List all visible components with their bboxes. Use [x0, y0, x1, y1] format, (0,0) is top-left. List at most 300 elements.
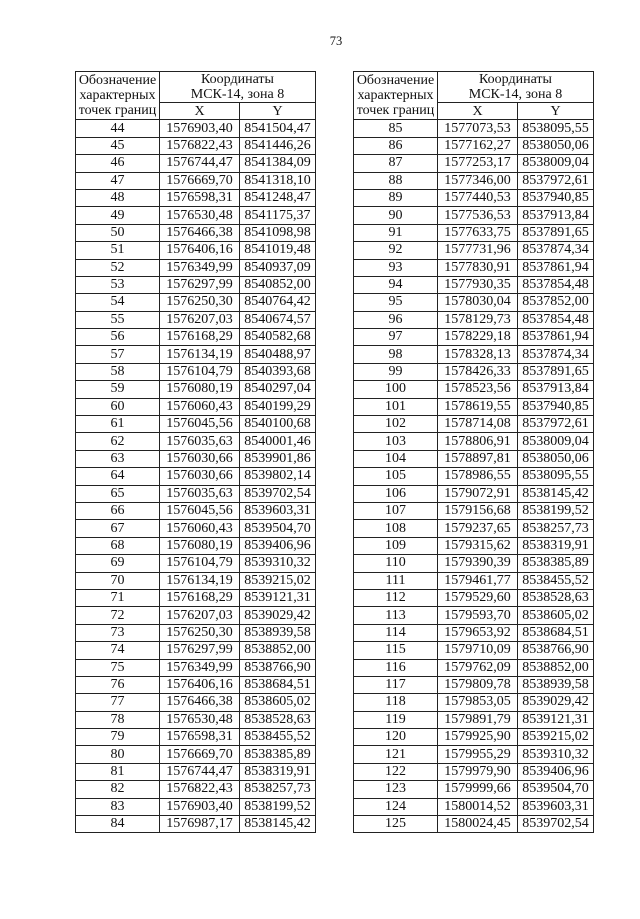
x-cell: 1576349,99 — [160, 259, 240, 276]
header-designation-line-1: Обозначение — [356, 73, 435, 89]
x-cell: 1576080,19 — [160, 381, 240, 398]
x-cell: 1580014,52 — [438, 798, 518, 815]
y-cell: 8538095,55 — [518, 120, 594, 137]
table-row — [76, 694, 316, 711]
y-cell: 8538939,58 — [518, 676, 594, 693]
table-row — [354, 607, 594, 624]
point-number-cell: 123 — [354, 781, 438, 798]
point-number-cell: 73 — [76, 624, 160, 641]
y-cell: 8538528,63 — [240, 711, 316, 728]
x-cell: 1576134,19 — [160, 346, 240, 363]
point-number-cell: 102 — [354, 416, 438, 433]
y-cell: 8539029,42 — [240, 607, 316, 624]
y-cell: 8541019,48 — [240, 242, 316, 259]
y-cell: 8539406,96 — [518, 763, 594, 780]
table-row — [354, 711, 594, 728]
header-designation — [354, 72, 438, 120]
point-number-cell: 91 — [354, 224, 438, 241]
x-cell: 1579593,70 — [438, 607, 518, 624]
x-cell: 1578714,08 — [438, 416, 518, 433]
y-cell: 8538766,90 — [518, 642, 594, 659]
table-row — [354, 329, 594, 346]
x-cell: 1579156,68 — [438, 502, 518, 519]
table-row — [76, 224, 316, 241]
y-cell: 8539603,31 — [518, 798, 594, 815]
table-row — [76, 172, 316, 189]
y-cell: 8537874,34 — [518, 346, 594, 363]
y-cell: 8540199,29 — [240, 398, 316, 415]
y-cell: 8540393,68 — [240, 363, 316, 380]
header-coordinates — [160, 72, 316, 103]
y-cell: 8539702,54 — [518, 816, 594, 833]
table-row — [354, 502, 594, 519]
x-cell: 1578986,55 — [438, 468, 518, 485]
x-cell: 1579925,90 — [438, 729, 518, 746]
point-number-cell: 101 — [354, 398, 438, 415]
point-number-cell: 46 — [76, 155, 160, 172]
table-row — [354, 120, 594, 137]
point-number-cell: 83 — [76, 798, 160, 815]
x-cell: 1577253,17 — [438, 155, 518, 172]
point-number-cell: 66 — [76, 502, 160, 519]
point-number-cell: 62 — [76, 433, 160, 450]
table-row — [76, 711, 316, 728]
y-cell: 8538050,06 — [518, 450, 594, 467]
table-row — [354, 816, 594, 833]
table-row — [354, 746, 594, 763]
point-number-cell: 117 — [354, 676, 438, 693]
point-number-cell: 111 — [354, 572, 438, 589]
y-cell: 8539310,32 — [518, 746, 594, 763]
x-cell: 1577633,75 — [438, 224, 518, 241]
y-cell: 8538257,73 — [240, 781, 316, 798]
point-number-cell: 55 — [76, 311, 160, 328]
y-cell: 8538385,89 — [240, 746, 316, 763]
header-coordinates-line-2: МСК-14, зона 8 — [190, 87, 285, 102]
x-cell: 1579955,29 — [438, 746, 518, 763]
point-number-cell: 87 — [354, 155, 438, 172]
y-cell: 8538455,52 — [240, 729, 316, 746]
table-row — [76, 572, 316, 589]
point-number-cell: 115 — [354, 642, 438, 659]
table-row — [76, 294, 316, 311]
table-row — [354, 155, 594, 172]
y-cell: 8538684,51 — [240, 676, 316, 693]
table-row — [76, 642, 316, 659]
x-cell: 1576297,99 — [160, 276, 240, 293]
table-row — [354, 729, 594, 746]
y-cell: 8537913,84 — [518, 207, 594, 224]
x-cell: 1577440,53 — [438, 189, 518, 206]
point-number-cell: 114 — [354, 624, 438, 641]
point-number-cell: 79 — [76, 729, 160, 746]
point-number-cell: 119 — [354, 711, 438, 728]
y-cell: 8541504,47 — [240, 120, 316, 137]
table-row — [354, 363, 594, 380]
y-cell: 8539901,86 — [240, 450, 316, 467]
table-row — [354, 624, 594, 641]
x-cell: 1576168,29 — [160, 329, 240, 346]
table-row — [354, 537, 594, 554]
x-cell: 1576030,66 — [160, 450, 240, 467]
table-row — [76, 798, 316, 815]
y-cell: 8537861,94 — [518, 259, 594, 276]
y-cell: 8537874,34 — [518, 242, 594, 259]
point-number-cell: 80 — [76, 746, 160, 763]
point-number-cell: 61 — [76, 416, 160, 433]
point-number-cell: 92 — [354, 242, 438, 259]
x-cell: 1576598,31 — [160, 729, 240, 746]
x-cell: 1576669,70 — [160, 746, 240, 763]
y-cell: 8541098,98 — [240, 224, 316, 241]
table-row — [76, 555, 316, 572]
x-cell: 1576045,56 — [160, 502, 240, 519]
y-cell: 8538145,42 — [518, 485, 594, 502]
x-cell: 1576903,40 — [160, 798, 240, 815]
y-cell: 8538009,04 — [518, 433, 594, 450]
point-number-cell: 72 — [76, 607, 160, 624]
y-cell: 8537913,84 — [518, 381, 594, 398]
point-number-cell: 69 — [76, 555, 160, 572]
table-row — [354, 798, 594, 815]
table-row — [354, 520, 594, 537]
y-cell: 8541446,26 — [240, 137, 316, 154]
y-cell: 8538852,00 — [518, 659, 594, 676]
table-row — [354, 659, 594, 676]
x-cell: 1577346,00 — [438, 172, 518, 189]
x-cell: 1580024,45 — [438, 816, 518, 833]
x-cell: 1579762,09 — [438, 659, 518, 676]
y-cell: 8540582,68 — [240, 329, 316, 346]
y-cell: 8538199,52 — [518, 502, 594, 519]
y-cell: 8537854,48 — [518, 276, 594, 293]
table-row — [354, 781, 594, 798]
point-number-cell: 52 — [76, 259, 160, 276]
point-number-cell: 110 — [354, 555, 438, 572]
x-cell: 1576406,16 — [160, 242, 240, 259]
point-number-cell: 50 — [76, 224, 160, 241]
x-cell: 1577930,35 — [438, 276, 518, 293]
x-cell: 1578030,04 — [438, 294, 518, 311]
table-row — [76, 207, 316, 224]
x-cell: 1576349,99 — [160, 659, 240, 676]
x-cell: 1578229,18 — [438, 329, 518, 346]
table-row — [354, 589, 594, 606]
x-cell: 1579979,90 — [438, 763, 518, 780]
point-number-cell: 67 — [76, 520, 160, 537]
y-cell: 8538050,06 — [518, 137, 594, 154]
header-coordinates-line-2: МСК-14, зона 8 — [468, 87, 563, 102]
y-cell: 8538319,91 — [240, 763, 316, 780]
point-number-cell: 120 — [354, 729, 438, 746]
header-y: Y — [240, 103, 316, 120]
point-number-cell: 103 — [354, 433, 438, 450]
header-designation-line-2: характерных — [79, 88, 156, 104]
y-cell: 8538605,02 — [240, 694, 316, 711]
y-cell: 8537972,61 — [518, 172, 594, 189]
table-row — [354, 224, 594, 241]
table-row — [76, 329, 316, 346]
y-cell: 8539603,31 — [240, 502, 316, 519]
x-cell: 1576822,43 — [160, 781, 240, 798]
header-coordinates — [438, 72, 594, 103]
x-cell: 1578129,73 — [438, 311, 518, 328]
table-row — [354, 294, 594, 311]
point-number-cell: 63 — [76, 450, 160, 467]
x-cell: 1576060,43 — [160, 520, 240, 537]
y-cell: 8539702,54 — [240, 485, 316, 502]
point-number-cell: 113 — [354, 607, 438, 624]
table-row — [354, 311, 594, 328]
table-row — [76, 607, 316, 624]
table-row — [76, 781, 316, 798]
x-cell: 1576035,63 — [160, 433, 240, 450]
y-cell: 8537861,94 — [518, 329, 594, 346]
point-number-cell: 85 — [354, 120, 438, 137]
header-y: Y — [518, 103, 594, 120]
point-number-cell: 59 — [76, 381, 160, 398]
table-row — [354, 276, 594, 293]
table-row — [76, 520, 316, 537]
point-number-cell: 70 — [76, 572, 160, 589]
point-number-cell: 45 — [76, 137, 160, 154]
y-cell: 8538145,42 — [240, 816, 316, 833]
y-cell: 8537891,65 — [518, 363, 594, 380]
x-cell: 1578806,91 — [438, 433, 518, 450]
point-number-cell: 90 — [354, 207, 438, 224]
y-cell: 8541384,09 — [240, 155, 316, 172]
x-cell: 1578619,55 — [438, 398, 518, 415]
table-row — [76, 729, 316, 746]
y-cell: 8538385,89 — [518, 555, 594, 572]
point-number-cell: 104 — [354, 450, 438, 467]
point-number-cell: 84 — [76, 816, 160, 833]
y-cell: 8539215,02 — [240, 572, 316, 589]
x-cell: 1579390,39 — [438, 555, 518, 572]
x-cell: 1576134,19 — [160, 572, 240, 589]
x-cell: 1579853,05 — [438, 694, 518, 711]
point-number-cell: 121 — [354, 746, 438, 763]
table-row — [354, 676, 594, 693]
x-cell: 1578897,81 — [438, 450, 518, 467]
y-cell: 8540852,00 — [240, 276, 316, 293]
point-number-cell: 108 — [354, 520, 438, 537]
x-cell: 1576035,63 — [160, 485, 240, 502]
point-number-cell: 51 — [76, 242, 160, 259]
point-number-cell: 98 — [354, 346, 438, 363]
y-cell: 8539504,70 — [240, 520, 316, 537]
y-cell: 8539215,02 — [518, 729, 594, 746]
y-cell: 8540100,68 — [240, 416, 316, 433]
y-cell: 8540001,46 — [240, 433, 316, 450]
x-cell: 1579315,62 — [438, 537, 518, 554]
x-cell: 1579999,66 — [438, 781, 518, 798]
y-cell: 8539406,96 — [240, 537, 316, 554]
point-number-cell: 56 — [76, 329, 160, 346]
header-coordinates-line-1: Координаты — [479, 72, 552, 87]
x-cell: 1576060,43 — [160, 398, 240, 415]
x-cell: 1577731,96 — [438, 242, 518, 259]
y-cell: 8538095,55 — [518, 468, 594, 485]
table-body-right — [354, 72, 594, 833]
header-x: X — [438, 103, 518, 120]
x-cell: 1576104,79 — [160, 363, 240, 380]
table-row — [354, 172, 594, 189]
table-row — [354, 642, 594, 659]
y-cell: 8537972,61 — [518, 416, 594, 433]
page-number: 73 — [329, 34, 343, 48]
y-cell: 8537891,65 — [518, 224, 594, 241]
y-cell: 8538766,90 — [240, 659, 316, 676]
y-cell: 8538605,02 — [518, 607, 594, 624]
point-number-cell: 94 — [354, 276, 438, 293]
table-row — [354, 398, 594, 415]
table-row — [76, 468, 316, 485]
table-row — [354, 555, 594, 572]
table-row — [76, 502, 316, 519]
x-cell: 1579653,92 — [438, 624, 518, 641]
point-number-cell: 107 — [354, 502, 438, 519]
point-number-cell: 49 — [76, 207, 160, 224]
table-row — [354, 259, 594, 276]
table-row — [76, 311, 316, 328]
point-number-cell: 75 — [76, 659, 160, 676]
y-cell: 8539802,14 — [240, 468, 316, 485]
table-row — [354, 468, 594, 485]
point-number-cell: 124 — [354, 798, 438, 815]
x-cell: 1578328,13 — [438, 346, 518, 363]
point-number-cell: 65 — [76, 485, 160, 502]
y-cell: 8539121,31 — [518, 711, 594, 728]
table-row — [76, 137, 316, 154]
table-body-left — [76, 72, 316, 833]
point-number-cell: 48 — [76, 189, 160, 206]
table-row — [354, 189, 594, 206]
coordinates-table-right — [353, 71, 594, 833]
x-cell: 1579237,65 — [438, 520, 518, 537]
table-row — [76, 589, 316, 606]
point-number-cell: 57 — [76, 346, 160, 363]
header-x: X — [160, 103, 240, 120]
point-number-cell: 125 — [354, 816, 438, 833]
point-number-cell: 71 — [76, 589, 160, 606]
y-cell: 8539029,42 — [518, 694, 594, 711]
header-designation — [76, 72, 160, 120]
x-cell: 1579809,78 — [438, 676, 518, 693]
table-row — [354, 694, 594, 711]
x-cell: 1577073,53 — [438, 120, 518, 137]
x-cell: 1576530,48 — [160, 711, 240, 728]
point-number-cell: 86 — [354, 137, 438, 154]
table-row — [354, 137, 594, 154]
y-cell: 8539504,70 — [518, 781, 594, 798]
header-designation-line-2: характерных — [357, 88, 434, 104]
point-number-cell: 44 — [76, 120, 160, 137]
y-cell: 8537940,85 — [518, 398, 594, 415]
point-number-cell: 68 — [76, 537, 160, 554]
y-cell: 8538852,00 — [240, 642, 316, 659]
point-number-cell: 89 — [354, 189, 438, 206]
y-cell: 8538939,58 — [240, 624, 316, 641]
y-cell: 8537852,00 — [518, 294, 594, 311]
point-number-cell: 74 — [76, 642, 160, 659]
table-row — [76, 398, 316, 415]
table-row — [354, 381, 594, 398]
table-row — [354, 572, 594, 589]
table-row — [76, 624, 316, 641]
header-coordinates-line-1: Координаты — [201, 72, 274, 87]
table-row — [76, 381, 316, 398]
table-row — [76, 276, 316, 293]
x-cell: 1578426,33 — [438, 363, 518, 380]
table-row — [76, 346, 316, 363]
table-row — [76, 746, 316, 763]
x-cell: 1579710,09 — [438, 642, 518, 659]
point-number-cell: 93 — [354, 259, 438, 276]
table-row — [76, 363, 316, 380]
point-number-cell: 106 — [354, 485, 438, 502]
point-number-cell: 53 — [76, 276, 160, 293]
table-row — [354, 763, 594, 780]
table-row — [76, 537, 316, 554]
y-cell: 8538319,91 — [518, 537, 594, 554]
x-cell: 1576822,43 — [160, 137, 240, 154]
table-row — [76, 189, 316, 206]
x-cell: 1576030,66 — [160, 468, 240, 485]
y-cell: 8537854,48 — [518, 311, 594, 328]
y-cell: 8540764,42 — [240, 294, 316, 311]
y-cell: 8538009,04 — [518, 155, 594, 172]
x-cell: 1576250,30 — [160, 294, 240, 311]
x-cell: 1578523,56 — [438, 381, 518, 398]
table-row — [76, 433, 316, 450]
header-designation-line-1: Обозначение — [78, 73, 157, 89]
x-cell: 1576903,40 — [160, 120, 240, 137]
table-row — [354, 416, 594, 433]
point-number-cell: 118 — [354, 694, 438, 711]
point-number-cell: 47 — [76, 172, 160, 189]
coordinates-table-left — [75, 71, 316, 833]
y-cell: 8541175,37 — [240, 207, 316, 224]
point-number-cell: 78 — [76, 711, 160, 728]
table-row — [76, 763, 316, 780]
x-cell: 1576104,79 — [160, 555, 240, 572]
x-cell: 1579072,91 — [438, 485, 518, 502]
x-cell: 1576297,99 — [160, 642, 240, 659]
y-cell: 8539121,31 — [240, 589, 316, 606]
point-number-cell: 82 — [76, 781, 160, 798]
y-cell: 8540488,97 — [240, 346, 316, 363]
table-row — [354, 207, 594, 224]
x-cell: 1576466,38 — [160, 694, 240, 711]
table-row — [354, 485, 594, 502]
point-number-cell: 64 — [76, 468, 160, 485]
y-cell: 8538199,52 — [240, 798, 316, 815]
y-cell: 8538455,52 — [518, 572, 594, 589]
x-cell: 1576207,03 — [160, 607, 240, 624]
x-cell: 1576530,48 — [160, 207, 240, 224]
y-cell: 8537940,85 — [518, 189, 594, 206]
point-number-cell: 77 — [76, 694, 160, 711]
point-number-cell: 95 — [354, 294, 438, 311]
point-number-cell: 54 — [76, 294, 160, 311]
y-cell: 8540937,09 — [240, 259, 316, 276]
x-cell: 1576406,16 — [160, 676, 240, 693]
x-cell: 1576207,03 — [160, 311, 240, 328]
table-row — [76, 485, 316, 502]
x-cell: 1576598,31 — [160, 189, 240, 206]
x-cell: 1576466,38 — [160, 224, 240, 241]
